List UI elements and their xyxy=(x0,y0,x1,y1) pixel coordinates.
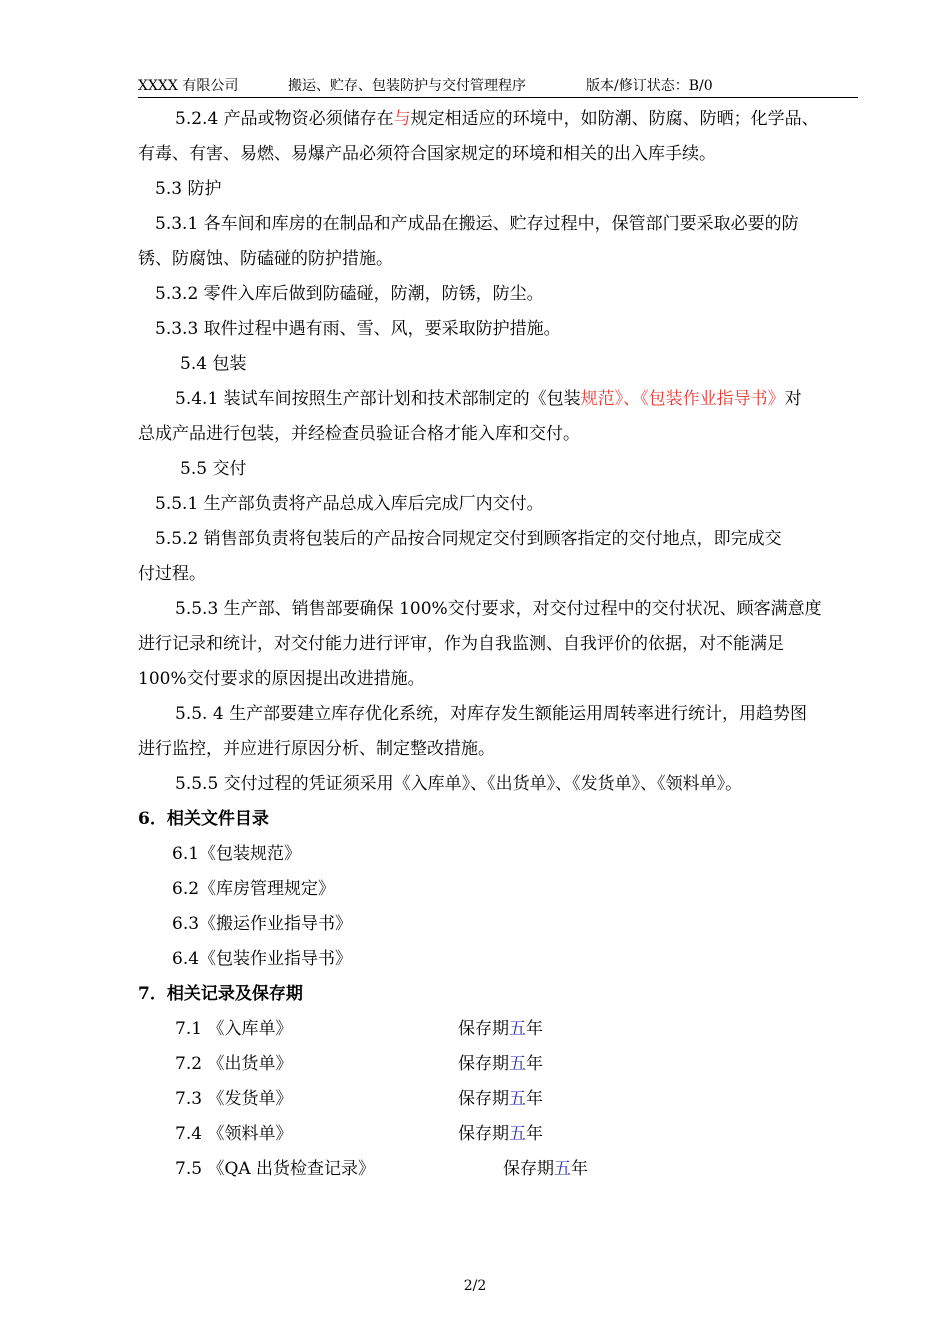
para-5-5-3-line1: 5.5.3 生产部、销售部要确保 100%交付要求，对交付过程中的交付状况、顾客满意度 xyxy=(175,599,822,619)
heading-5-5: 5.5 交付 xyxy=(180,459,247,479)
para-5-3-1-line2: 锈、防腐蚀、防磕碰的防护措施。 xyxy=(138,249,393,269)
record-period: 保存期五年 xyxy=(458,1124,543,1144)
para-5-4-1-line2: 总成产品进行包装，并经检查员验证合格才能入库和交付。 xyxy=(138,424,580,444)
heading-section-6: 6．相关文件目录 xyxy=(138,809,269,829)
para-5-5-2-line2: 付过程。 xyxy=(138,564,206,584)
record-period: 保存期五年 xyxy=(458,1089,543,1109)
doc-list-item: 6.1《包装规范》 xyxy=(172,844,302,864)
doc-list-item: 6.4《包装作业指导书》 xyxy=(172,949,353,969)
page-number: 2/2 xyxy=(463,1278,487,1294)
record-name: 7.3 《发货单》 xyxy=(175,1089,293,1109)
doc-list-item: 6.3《搬运作业指导书》 xyxy=(172,914,353,934)
heading-section-7: 7．相关记录及保存期 xyxy=(138,984,303,1004)
para-5-3-1-line1: 5.3.1 各车间和库房的在制品和产成品在搬运、贮存过程中，保管部门要采取必要的防 xyxy=(155,214,799,234)
heading-5-4: 5.4 包装 xyxy=(180,354,247,374)
para-5-5-2-line1: 5.5.2 销售部负责将包装后的产品按合同规定交付到顾客指定的交付地点，即完成交 xyxy=(155,529,782,549)
record-name: 7.4 《领料单》 xyxy=(175,1124,293,1144)
doc-list-item: 6.2《库房管理规定》 xyxy=(172,879,336,899)
para-5-5-4-line1: 5.5. 4 生产部要建立库存优化系统，对库存发生额能运用周转率进行统计，用趋势图 xyxy=(175,704,808,724)
header-company: XXXX 有限公司 xyxy=(138,78,239,94)
para-5-2-4-line2: 有毒、有害、易燃、易爆产品必须符合国家规定的环境和相关的出入库手续。 xyxy=(138,144,716,164)
record-period: 保存期五年 xyxy=(458,1054,543,1074)
heading-5-3: 5.3 防护 xyxy=(155,179,222,199)
record-name: 7.2 《出货单》 xyxy=(175,1054,293,1074)
para-5-3-2: 5.3.2 零件入库后做到防磕碰，防潮，防锈，防尘。 xyxy=(155,284,544,304)
para-5-5-5: 5.5.5 交付过程的凭证须采用《入库单》、《出货单》、《发货单》、《领料单》。 xyxy=(175,774,743,794)
header-version: 版本/修订状态：B/0 xyxy=(586,78,713,94)
para-5-5-3-line2: 进行记录和统计，对交付能力进行评审，作为自我监测、自我评价的依据，对不能满足 xyxy=(138,634,784,654)
para-5-5-4-line2: 进行监控，并应进行原因分析、制定整改措施。 xyxy=(138,739,495,759)
para-5-5-3-line3: 100%交付要求的原因提出改进措施。 xyxy=(138,669,425,689)
header-title: 搬运、贮存、包装防护与交付管理程序 xyxy=(288,78,526,94)
record-name: 7.1 《入库单》 xyxy=(175,1019,293,1039)
para-5-2-4-line1: 5.2.4 产品或物资必须储存在与规定相适应的环境中，如防潮、防腐、防晒；化学品、 xyxy=(175,109,819,129)
record-name: 7.5 《QA 出货检查记录》 xyxy=(175,1159,376,1179)
page-header xyxy=(138,76,858,98)
record-period: 保存期五年 xyxy=(503,1159,588,1179)
record-period: 保存期五年 xyxy=(458,1019,543,1039)
para-5-3-3: 5.3.3 取件过程中遇有雨、雪、风，要采取防护措施。 xyxy=(155,319,561,339)
para-5-5-1: 5.5.1 生产部负责将产品总成入库后完成厂内交付。 xyxy=(155,494,544,514)
para-5-4-1-line1: 5.4.1 装试车间按照生产部计划和技术部制定的《包装规范》、《包装作业指导书》对 xyxy=(175,389,802,409)
